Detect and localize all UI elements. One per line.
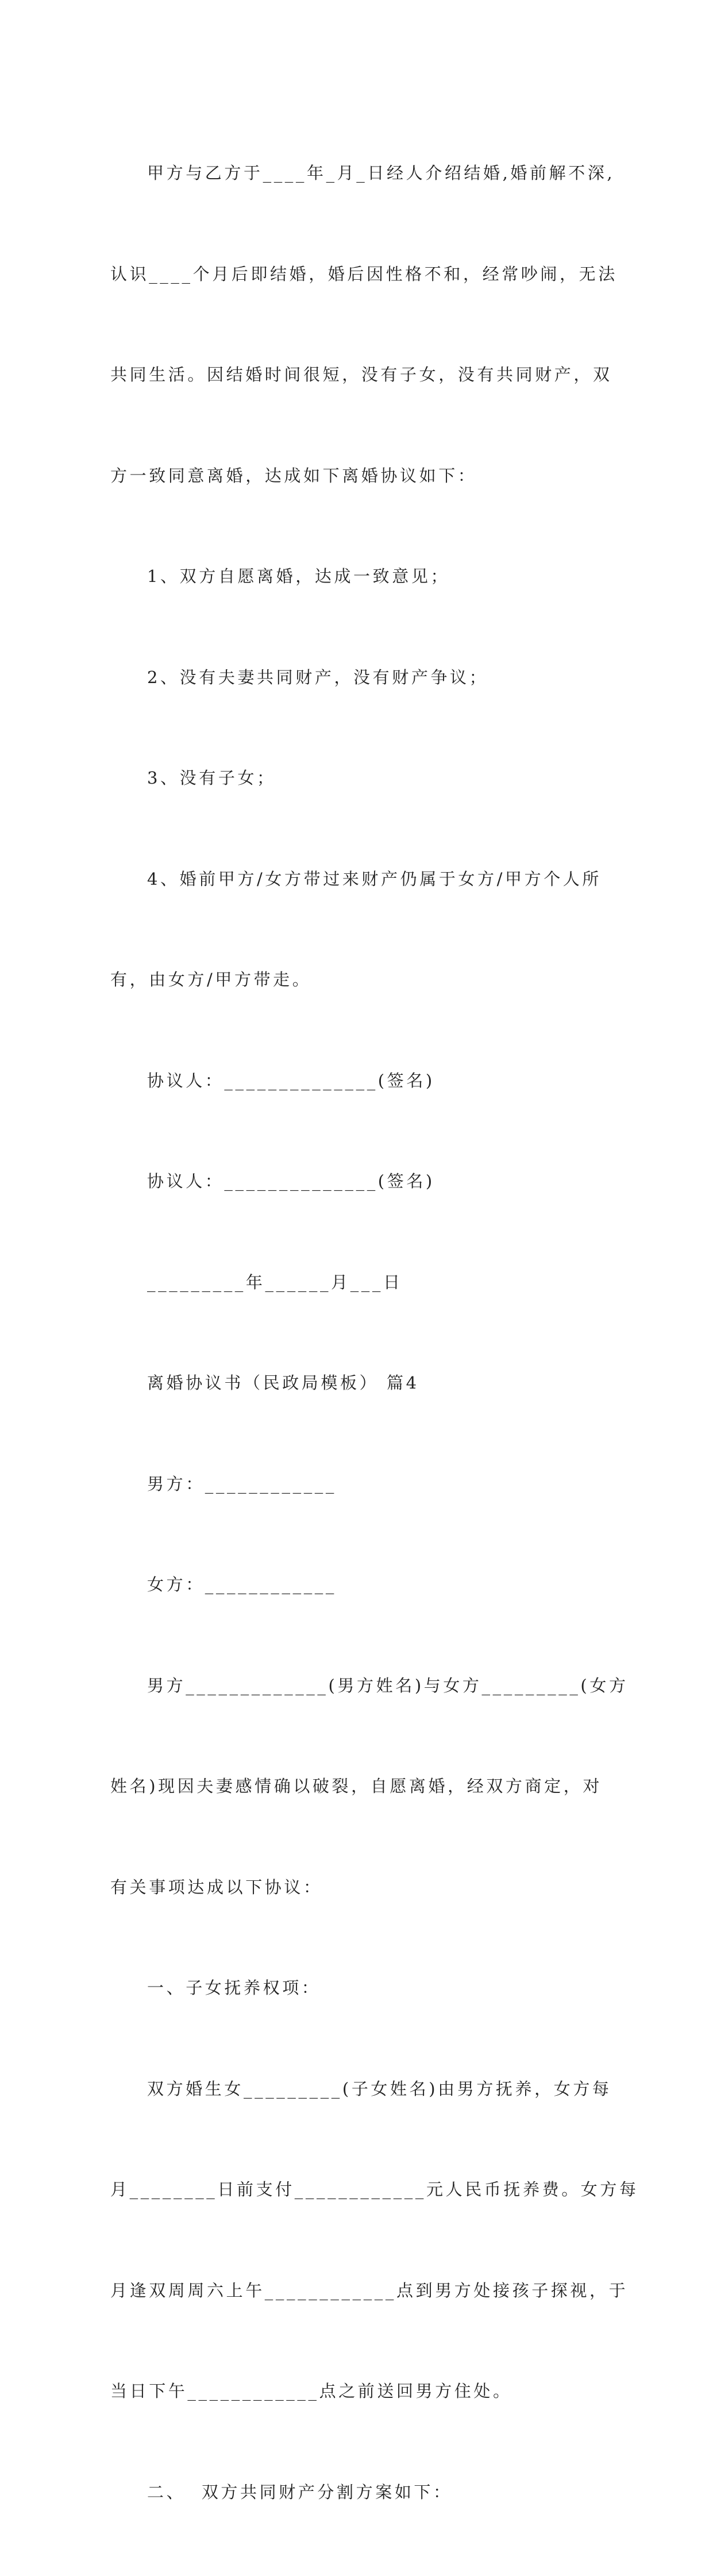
section-title: 离婚协议书（民政局模板） 篇4 [147,1373,419,1393]
male-party-line: 男方：____________ [147,1474,337,1494]
paragraph-line: 共同生活。因结婚时间很短，没有子女，没有共同财产，双 [110,365,612,384]
clause-heading: 二、 双方共同财产分割方案如下： [147,2482,453,2502]
paragraph-line: 月________日前支付____________元人民币抚养费。女方每 [110,2180,639,2199]
signature-line: 协议人：______________(签名) [147,1070,435,1090]
female-party-line: 女方：____________ [147,1575,337,1594]
paragraph-line: 甲方与乙方于____年_月_日经人介绍结婚,婚前解不深, [147,163,615,183]
signature-line: 协议人：______________(签名) [147,1171,435,1191]
list-item: 2、没有夫妻共同财产，没有财产争议； [147,667,489,687]
paragraph-line: 当日下午____________点之前送回男方住处。 [110,2381,512,2401]
list-item: 3、没有子女； [147,768,276,788]
list-item-continuation: 有，由女方/甲方带走。 [110,970,312,989]
paragraph-line: 方一致同意离婚，达成如下离婚协议如下： [110,465,477,485]
paragraph-line: 月逢双周周六上午____________点到男方处接孩子探视，于 [110,2280,629,2300]
paragraph-line: 男方_____________(男方姓名)与女方_________(女方 [147,1675,629,1695]
date-line: _________年______月___日 [147,1272,403,1292]
list-item: 1、双方自愿离婚，达成一致意见； [147,566,450,586]
document-body [110,89,639,2576]
paragraph-line: 认识____个月后即结婚，婚后因性格不和，经常吵闹，无法 [110,264,618,284]
paragraph-line: 有关事项达成以下协议： [110,1877,323,1897]
paragraph-line: 姓名)现因夫妻感情确以破裂，自愿离婚，经双方商定，对 [110,1776,602,1796]
paragraph-line: 双方婚生女_________(子女姓名)由男方抚养，女方每 [147,2078,612,2099]
list-item: 4、婚前甲方/女方带过来财产仍属于女方/甲方个人所 [147,869,602,889]
clause-heading: 一、子女抚养权项： [147,1978,321,1997]
